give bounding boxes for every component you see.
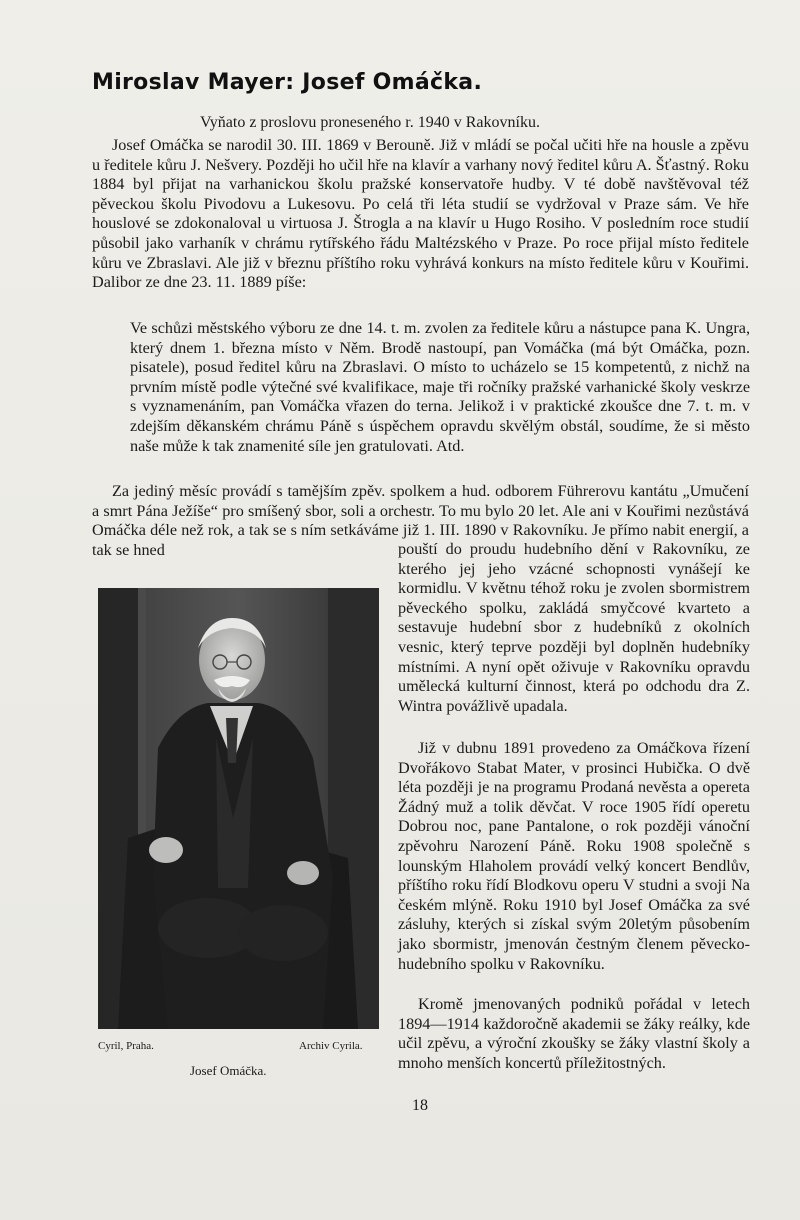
- article-title: Miroslav Mayer: Josef Omáčka.: [92, 70, 483, 95]
- newspaper-quote: Ve schůzi městského výboru ze dne 14. t. m. zvolen za ředitele kůru a nástupce pana K. Ungra, který dnem 1. března místo v Něm. Brodě nastoupí, pan Vomáčka (má být Omáčka, pozn. pisatele), posud ředitel kůru na Zbraslavi. O místo to ucházelo se 15 kompetentů, z nichž na prvním místě podle výtečné své kvalifikace, maje tři ročníky pražské varhanické školy veskrze s vyznamenáním, pan Vomáčka vřazen do terna. Jelikož i v praktické zkoušce dne 7. t. m. v zdejším děkanském chrámu Páně s úspěchem opravdu skvělým obstál, soudíme, že si město naše může k tak znamenité síle jen gratulovati. Atd.: [130, 319, 750, 455]
- paragraph-kourim: Za jediný měsíc provádí s tamějším zpěv. spolkem a hud. odborem Führerovu kantátu „Umučení a smrt Pána Ježíše“ pro smíšený sbor, soli a orchestr. To mu bylo 20 let. Ale ani v Kouřimi nezůstává Omáčka déle než rok, a tak se s ním setkáváme již 1. III. 1890 v Rakovníku. Je přímo nabit energií, a tak se hned: [92, 482, 749, 559]
- photo-credit-left: Cyril, Praha.: [98, 1040, 154, 1052]
- photo-credit-right: Archiv Cyrila.: [299, 1040, 363, 1052]
- portrait-image: [98, 588, 379, 1029]
- photo-caption: Josef Omáčka.: [190, 1063, 267, 1078]
- portrait-photo: [98, 588, 379, 1029]
- column-paragraph-concerts: Kromě jmenovaných podniků pořádal v letech 1894—1914 každoročně akademii se žáky reálky, kde učil zpěvu, a výroční zkoušky se žáky vlastní školy a mnoho menších koncertů příležitostných.: [398, 995, 750, 1072]
- column-paragraph-rakovnik: pouští do proudu hudebního dění v Rakovníku, ze kterého jej jeho vzácné schopnosti vynášejí ke kormidlu. V květnu téhož roku je zvolen sbormistrem pěveckého spolku, zakládá smyčcové kvarteto a sestavuje hudební sbor z hudebníků z okolních vesnic, který teprve později byl doplněn hudebníky místními. A nyní opět oživuje v Rakovníku opravdu umělecká kulturní činnost, která po odchodu dra Z. Wintra povážlivě upadala.: [398, 540, 750, 715]
- paragraph-intro: Josef Omáčka se narodil 30. III. 1869 v Berouně. Již v mládí se počal učiti hře na housle a zpěvu u ředitele kůru J. Nešvery. Později ho učil hře na klavír a varhany nový ředitel kůru A. Šťastný. Roku 1884 byl přijat na varhanickou školu pražské konservatoře hudby. V té době navštěvoval též pěveckou školu Pivodovu a Lukesovu. Po celá tři léta studií se vydržoval v Praze sám. Ve hře houslové se zdokonaloval u virtuosa J. Štrogla a na klavír u Hugo Rosiho. V posledním roce studií působil jako varhaník v chrámu rytířského řádu Maltézského v Praze. Po roce přijal místo ředitele kůru ve Zbraslavi. Ale již v březnu příštího roku vyhrává konkurs na místo ředitele kůru v Kouřimi. Dalibor ze dne 23. 11. 1889 píše:: [92, 136, 749, 292]
- article-subtitle: Vyňato z proslovu proneseného r. 1940 v Rakovníku.: [200, 114, 540, 131]
- column-paragraph-performances: Již v dubnu 1891 provedeno za Omáčkova řízení Dvořákovo Stabat Mater, v prosinci Hubička. O dvě léta později je na programu Prodaná nevěsta a opereta Žádný muž a tolik děvčat. V roce 1905 řídí operetu Dobrou noc, pane Pantalone, o rok později vánoční zpěvohru Narození Páně. Roku 1908 společně s lounským Hlaholem provádí velký koncert Bendlův, příštího roku řídí Blodkovu operu V studni a svoji Na českém mlýně. Roku 1910 byl Josef Omáčka za své zásluhy, kterých si získal svým 20letým působením jako sbormistr, jmenován čestným členem pěvecko-hudebního spolku v Rakovníku.: [398, 739, 750, 973]
- page-number: 18: [412, 1097, 428, 1114]
